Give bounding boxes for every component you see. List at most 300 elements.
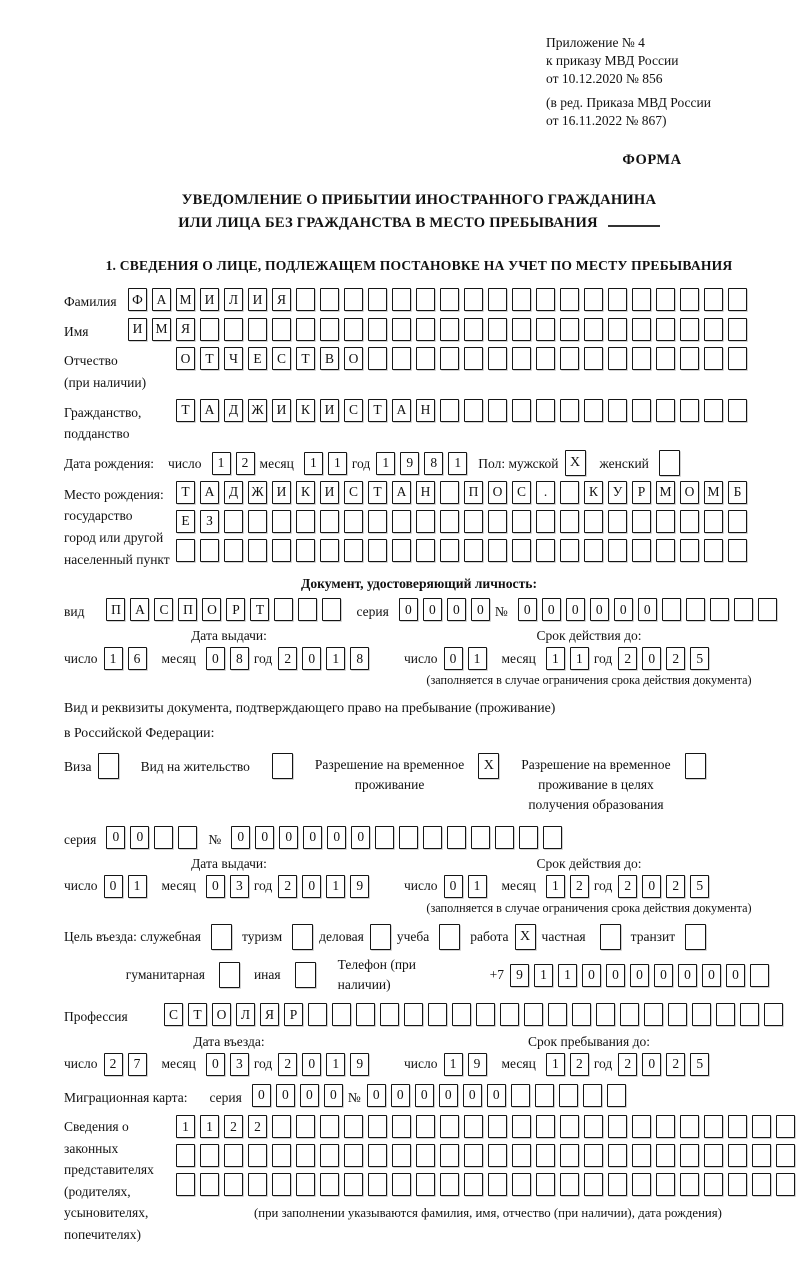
char-box[interactable]: 1	[304, 452, 323, 475]
char-box[interactable]: 1	[104, 647, 123, 670]
char-box[interactable]: 1	[570, 647, 589, 670]
char-box[interactable]: 0	[391, 1084, 410, 1107]
char-box[interactable]	[440, 399, 459, 422]
id-issue-month-input[interactable]	[206, 647, 254, 670]
char-box[interactable]: С	[344, 399, 363, 422]
char-box[interactable]	[536, 539, 555, 562]
residence-permit-checkbox[interactable]	[272, 753, 293, 779]
char-box[interactable]	[344, 539, 363, 562]
char-box[interactable]	[584, 1173, 603, 1196]
char-box[interactable]: 0	[614, 598, 633, 621]
char-box[interactable]	[512, 510, 531, 533]
char-box[interactable]: Д	[224, 481, 243, 504]
char-box[interactable]	[560, 481, 579, 504]
char-box[interactable]: К	[296, 481, 315, 504]
char-box[interactable]	[272, 1173, 291, 1196]
char-box[interactable]: 1	[448, 452, 467, 475]
char-box[interactable]	[656, 1144, 675, 1167]
char-box[interactable]: 0	[463, 1084, 482, 1107]
char-box[interactable]	[440, 288, 459, 311]
char-box[interactable]	[320, 318, 339, 341]
char-box[interactable]: И	[272, 399, 291, 422]
char-box[interactable]: М	[152, 318, 171, 341]
char-box[interactable]	[512, 1173, 531, 1196]
char-box[interactable]	[752, 1115, 771, 1138]
char-box[interactable]	[392, 510, 411, 533]
doc-series-input[interactable]	[399, 598, 495, 621]
char-box[interactable]	[536, 318, 555, 341]
char-box[interactable]	[608, 1173, 627, 1196]
char-box[interactable]	[607, 1084, 626, 1107]
residence-series-input[interactable]	[106, 826, 202, 849]
char-box[interactable]: 0	[367, 1084, 386, 1107]
representatives-line1-input[interactable]	[176, 1115, 800, 1138]
char-box[interactable]	[632, 347, 651, 370]
char-box[interactable]: 0	[654, 964, 673, 987]
char-box[interactable]: 0	[471, 598, 490, 621]
char-box[interactable]: Р	[632, 481, 651, 504]
char-box[interactable]	[248, 539, 267, 562]
char-box[interactable]: Т	[368, 481, 387, 504]
char-box[interactable]	[500, 1003, 519, 1026]
char-box[interactable]: 1	[326, 875, 345, 898]
char-box[interactable]: И	[200, 288, 219, 311]
char-box[interactable]: Р	[226, 598, 245, 621]
char-box[interactable]	[272, 510, 291, 533]
sex-male-checkbox[interactable]: X	[565, 450, 586, 476]
char-box[interactable]: А	[152, 288, 171, 311]
char-box[interactable]	[356, 1003, 375, 1026]
char-box[interactable]: А	[200, 481, 219, 504]
char-box[interactable]	[344, 1115, 363, 1138]
char-box[interactable]	[656, 510, 675, 533]
char-box[interactable]: 1	[546, 1053, 565, 1076]
id-issue-year-input[interactable]	[278, 647, 374, 670]
char-box[interactable]	[704, 539, 723, 562]
char-box[interactable]: 2	[248, 1115, 267, 1138]
char-box[interactable]: 2	[618, 647, 637, 670]
birthplace-line3-input[interactable]	[176, 539, 752, 562]
char-box[interactable]	[320, 539, 339, 562]
char-box[interactable]	[536, 347, 555, 370]
purpose-transit-checkbox[interactable]	[685, 924, 706, 950]
char-box[interactable]	[704, 1173, 723, 1196]
char-box[interactable]	[536, 510, 555, 533]
char-box[interactable]: Н	[416, 481, 435, 504]
purpose-tourism-checkbox[interactable]	[292, 924, 313, 950]
char-box[interactable]: М	[176, 288, 195, 311]
char-box[interactable]	[680, 318, 699, 341]
char-box[interactable]	[296, 318, 315, 341]
char-box[interactable]	[176, 1144, 195, 1167]
char-box[interactable]: Е	[176, 510, 195, 533]
char-box[interactable]: 2	[570, 875, 589, 898]
char-box[interactable]	[344, 1173, 363, 1196]
char-box[interactable]	[536, 1173, 555, 1196]
char-box[interactable]	[471, 826, 490, 849]
char-box[interactable]	[296, 1173, 315, 1196]
char-box[interactable]	[224, 1144, 243, 1167]
char-box[interactable]	[392, 539, 411, 562]
char-box[interactable]	[368, 288, 387, 311]
char-box[interactable]: 0	[423, 598, 442, 621]
char-box[interactable]: 0	[678, 964, 697, 987]
char-box[interactable]	[399, 826, 418, 849]
char-box[interactable]: Л	[224, 288, 243, 311]
stay-year-input[interactable]	[618, 1053, 714, 1076]
char-box[interactable]: П	[464, 481, 483, 504]
char-box[interactable]	[368, 318, 387, 341]
doc-number-input[interactable]	[518, 598, 782, 621]
char-box[interactable]	[710, 598, 729, 621]
char-box[interactable]	[416, 539, 435, 562]
char-box[interactable]	[512, 318, 531, 341]
char-box[interactable]: О	[680, 481, 699, 504]
char-box[interactable]	[704, 318, 723, 341]
char-box[interactable]	[728, 288, 747, 311]
sex-female-checkbox[interactable]	[659, 450, 680, 476]
char-box[interactable]: 1	[212, 452, 231, 475]
profession-input[interactable]	[164, 1003, 788, 1026]
char-box[interactable]	[440, 1144, 459, 1167]
char-box[interactable]: И	[320, 481, 339, 504]
char-box[interactable]	[560, 539, 579, 562]
char-box[interactable]	[332, 1003, 351, 1026]
char-box[interactable]: 8	[424, 452, 443, 475]
char-box[interactable]	[200, 539, 219, 562]
char-box[interactable]	[200, 318, 219, 341]
char-box[interactable]	[656, 1115, 675, 1138]
char-box[interactable]	[320, 1115, 339, 1138]
char-box[interactable]	[583, 1084, 602, 1107]
char-box[interactable]: Т	[296, 347, 315, 370]
migration-series-input[interactable]	[252, 1084, 348, 1107]
char-box[interactable]	[176, 1173, 195, 1196]
char-box[interactable]: И	[128, 318, 147, 341]
char-box[interactable]	[704, 510, 723, 533]
char-box[interactable]: 9	[350, 875, 369, 898]
char-box[interactable]: З	[200, 510, 219, 533]
char-box[interactable]	[392, 1173, 411, 1196]
char-box[interactable]: 0	[487, 1084, 506, 1107]
char-box[interactable]	[704, 347, 723, 370]
res-issue-year-input[interactable]	[278, 875, 374, 898]
char-box[interactable]	[632, 318, 651, 341]
char-box[interactable]	[680, 399, 699, 422]
char-box[interactable]: 0	[399, 598, 418, 621]
char-box[interactable]	[608, 288, 627, 311]
char-box[interactable]: С	[344, 481, 363, 504]
char-box[interactable]: 0	[642, 875, 661, 898]
char-box[interactable]	[512, 288, 531, 311]
char-box[interactable]	[464, 539, 483, 562]
phone-input[interactable]	[510, 964, 774, 987]
char-box[interactable]	[632, 399, 651, 422]
char-box[interactable]: 9	[468, 1053, 487, 1076]
char-box[interactable]: 0	[327, 826, 346, 849]
char-box[interactable]: 0	[303, 826, 322, 849]
char-box[interactable]	[404, 1003, 423, 1026]
char-box[interactable]: 9	[510, 964, 529, 987]
char-box[interactable]	[584, 318, 603, 341]
char-box[interactable]	[200, 1144, 219, 1167]
char-box[interactable]	[728, 1115, 747, 1138]
char-box[interactable]	[632, 1115, 651, 1138]
char-box[interactable]	[740, 1003, 759, 1026]
char-box[interactable]	[734, 598, 753, 621]
char-box[interactable]: 0	[231, 826, 250, 849]
char-box[interactable]	[344, 288, 363, 311]
char-box[interactable]	[608, 347, 627, 370]
char-box[interactable]: 1	[328, 452, 347, 475]
char-box[interactable]	[464, 1144, 483, 1167]
char-box[interactable]	[632, 288, 651, 311]
char-box[interactable]: 0	[302, 1053, 321, 1076]
char-box[interactable]	[392, 318, 411, 341]
char-box[interactable]	[656, 288, 675, 311]
char-box[interactable]	[178, 826, 197, 849]
char-box[interactable]	[248, 1144, 267, 1167]
char-box[interactable]: 0	[276, 1084, 295, 1107]
char-box[interactable]	[320, 1173, 339, 1196]
char-box[interactable]: 8	[350, 647, 369, 670]
char-box[interactable]: В	[320, 347, 339, 370]
char-box[interactable]: И	[272, 481, 291, 504]
char-box[interactable]	[560, 318, 579, 341]
char-box[interactable]	[344, 1144, 363, 1167]
birth-month-input[interactable]	[304, 450, 352, 475]
char-box[interactable]: 2	[666, 875, 685, 898]
char-box[interactable]: 1	[128, 875, 147, 898]
char-box[interactable]	[368, 1115, 387, 1138]
id-expiry-month-input[interactable]	[546, 647, 594, 670]
char-box[interactable]: О	[344, 347, 363, 370]
char-box[interactable]: Ж	[248, 399, 267, 422]
char-box[interactable]	[680, 1173, 699, 1196]
char-box[interactable]	[764, 1003, 783, 1026]
char-box[interactable]: 0	[447, 598, 466, 621]
char-box[interactable]	[464, 1115, 483, 1138]
char-box[interactable]	[464, 510, 483, 533]
char-box[interactable]: 1	[468, 875, 487, 898]
char-box[interactable]: Т	[176, 481, 195, 504]
char-box[interactable]: 0	[642, 1053, 661, 1076]
char-box[interactable]	[560, 1144, 579, 1167]
res-expiry-day-input[interactable]	[444, 875, 492, 898]
char-box[interactable]	[728, 318, 747, 341]
char-box[interactable]	[488, 539, 507, 562]
char-box[interactable]	[728, 399, 747, 422]
char-box[interactable]	[320, 1144, 339, 1167]
purpose-other-checkbox[interactable]	[295, 962, 316, 988]
id-issue-day-input[interactable]	[104, 647, 152, 670]
char-box[interactable]	[656, 318, 675, 341]
residence-number-input[interactable]	[231, 826, 567, 849]
char-box[interactable]: 3	[230, 1053, 249, 1076]
char-box[interactable]	[296, 1144, 315, 1167]
char-box[interactable]: О	[176, 347, 195, 370]
char-box[interactable]	[428, 1003, 447, 1026]
char-box[interactable]: 1	[558, 964, 577, 987]
char-box[interactable]: 2	[666, 1053, 685, 1076]
char-box[interactable]: 5	[690, 875, 709, 898]
char-box[interactable]: 0	[252, 1084, 271, 1107]
char-box[interactable]: 0	[300, 1084, 319, 1107]
char-box[interactable]	[488, 318, 507, 341]
char-box[interactable]: 0	[255, 826, 274, 849]
char-box[interactable]	[704, 1115, 723, 1138]
char-box[interactable]	[704, 288, 723, 311]
char-box[interactable]	[224, 1173, 243, 1196]
char-box[interactable]	[224, 510, 243, 533]
surname-input[interactable]	[128, 288, 752, 311]
representatives-line3-input[interactable]	[176, 1173, 800, 1196]
char-box[interactable]	[524, 1003, 543, 1026]
char-box[interactable]: 2	[570, 1053, 589, 1076]
char-box[interactable]: Ж	[248, 481, 267, 504]
char-box[interactable]: 2	[278, 1053, 297, 1076]
char-box[interactable]	[668, 1003, 687, 1026]
birthplace-line1-input[interactable]	[176, 481, 752, 504]
char-box[interactable]: М	[704, 481, 723, 504]
char-box[interactable]	[416, 318, 435, 341]
char-box[interactable]	[368, 347, 387, 370]
char-box[interactable]	[511, 1084, 530, 1107]
char-box[interactable]	[560, 347, 579, 370]
char-box[interactable]: С	[512, 481, 531, 504]
entry-day-input[interactable]	[104, 1053, 152, 1076]
char-box[interactable]	[632, 510, 651, 533]
char-box[interactable]	[535, 1084, 554, 1107]
char-box[interactable]: Я	[260, 1003, 279, 1026]
char-box[interactable]	[296, 510, 315, 533]
char-box[interactable]	[728, 1144, 747, 1167]
doc-type-input[interactable]	[106, 598, 346, 621]
char-box[interactable]	[572, 1003, 591, 1026]
char-box[interactable]	[488, 399, 507, 422]
char-box[interactable]	[488, 510, 507, 533]
char-box[interactable]	[512, 1144, 531, 1167]
char-box[interactable]	[536, 288, 555, 311]
char-box[interactable]: О	[212, 1003, 231, 1026]
char-box[interactable]: 7	[128, 1053, 147, 1076]
id-expiry-day-input[interactable]	[444, 647, 492, 670]
char-box[interactable]	[440, 347, 459, 370]
char-box[interactable]	[464, 318, 483, 341]
char-box[interactable]	[776, 1115, 795, 1138]
char-box[interactable]	[224, 318, 243, 341]
char-box[interactable]	[608, 318, 627, 341]
char-box[interactable]	[512, 1115, 531, 1138]
char-box[interactable]	[608, 399, 627, 422]
char-box[interactable]	[464, 288, 483, 311]
char-box[interactable]: Т	[368, 399, 387, 422]
char-box[interactable]	[272, 539, 291, 562]
char-box[interactable]: 0	[206, 1053, 225, 1076]
char-box[interactable]: 2	[618, 1053, 637, 1076]
char-box[interactable]	[608, 539, 627, 562]
char-box[interactable]	[416, 1173, 435, 1196]
char-box[interactable]	[368, 1173, 387, 1196]
char-box[interactable]	[296, 539, 315, 562]
char-box[interactable]: 1	[326, 647, 345, 670]
char-box[interactable]	[512, 347, 531, 370]
char-box[interactable]	[680, 347, 699, 370]
char-box[interactable]: 0	[130, 826, 149, 849]
char-box[interactable]: Е	[248, 347, 267, 370]
char-box[interactable]: 1	[326, 1053, 345, 1076]
char-box[interactable]: 2	[104, 1053, 123, 1076]
char-box[interactable]	[248, 510, 267, 533]
char-box[interactable]	[274, 598, 293, 621]
char-box[interactable]	[543, 826, 562, 849]
char-box[interactable]: Ч	[224, 347, 243, 370]
char-box[interactable]: 2	[618, 875, 637, 898]
res-issue-month-input[interactable]	[206, 875, 254, 898]
char-box[interactable]	[344, 318, 363, 341]
stay-day-input[interactable]	[444, 1053, 492, 1076]
purpose-private-checkbox[interactable]	[600, 924, 621, 950]
char-box[interactable]: 1	[468, 647, 487, 670]
char-box[interactable]: 0	[444, 875, 463, 898]
char-box[interactable]: Д	[224, 399, 243, 422]
char-box[interactable]	[536, 1115, 555, 1138]
char-box[interactable]	[680, 1115, 699, 1138]
char-box[interactable]	[464, 1173, 483, 1196]
char-box[interactable]	[750, 964, 769, 987]
char-box[interactable]: 2	[224, 1115, 243, 1138]
char-box[interactable]	[200, 1173, 219, 1196]
migration-number-input[interactable]	[367, 1084, 631, 1107]
char-box[interactable]	[464, 399, 483, 422]
char-box[interactable]: 0	[566, 598, 585, 621]
char-box[interactable]: 0	[302, 647, 321, 670]
char-box[interactable]	[440, 481, 459, 504]
birthplace-line2-input[interactable]	[176, 510, 752, 533]
char-box[interactable]: Т	[188, 1003, 207, 1026]
patronymic-input[interactable]	[176, 347, 752, 370]
char-box[interactable]: 0	[642, 647, 661, 670]
char-box[interactable]: А	[200, 399, 219, 422]
char-box[interactable]: П	[178, 598, 197, 621]
char-box[interactable]: Я	[272, 288, 291, 311]
char-box[interactable]: 8	[230, 647, 249, 670]
char-box[interactable]	[662, 598, 681, 621]
char-box[interactable]: 1	[534, 964, 553, 987]
char-box[interactable]	[447, 826, 466, 849]
char-box[interactable]	[608, 1144, 627, 1167]
char-box[interactable]	[488, 1173, 507, 1196]
char-box[interactable]: 1	[444, 1053, 463, 1076]
res-issue-day-input[interactable]	[104, 875, 152, 898]
char-box[interactable]	[224, 539, 243, 562]
char-box[interactable]	[154, 826, 173, 849]
char-box[interactable]	[368, 539, 387, 562]
char-box[interactable]: .	[536, 481, 555, 504]
char-box[interactable]	[320, 288, 339, 311]
char-box[interactable]: 0	[439, 1084, 458, 1107]
char-box[interactable]	[368, 1144, 387, 1167]
char-box[interactable]	[632, 1144, 651, 1167]
entry-month-input[interactable]	[206, 1053, 254, 1076]
char-box[interactable]: 0	[590, 598, 609, 621]
char-box[interactable]: 0	[106, 826, 125, 849]
char-box[interactable]	[176, 539, 195, 562]
char-box[interactable]	[320, 510, 339, 533]
char-box[interactable]: Т	[200, 347, 219, 370]
char-box[interactable]	[488, 1115, 507, 1138]
char-box[interactable]	[368, 510, 387, 533]
